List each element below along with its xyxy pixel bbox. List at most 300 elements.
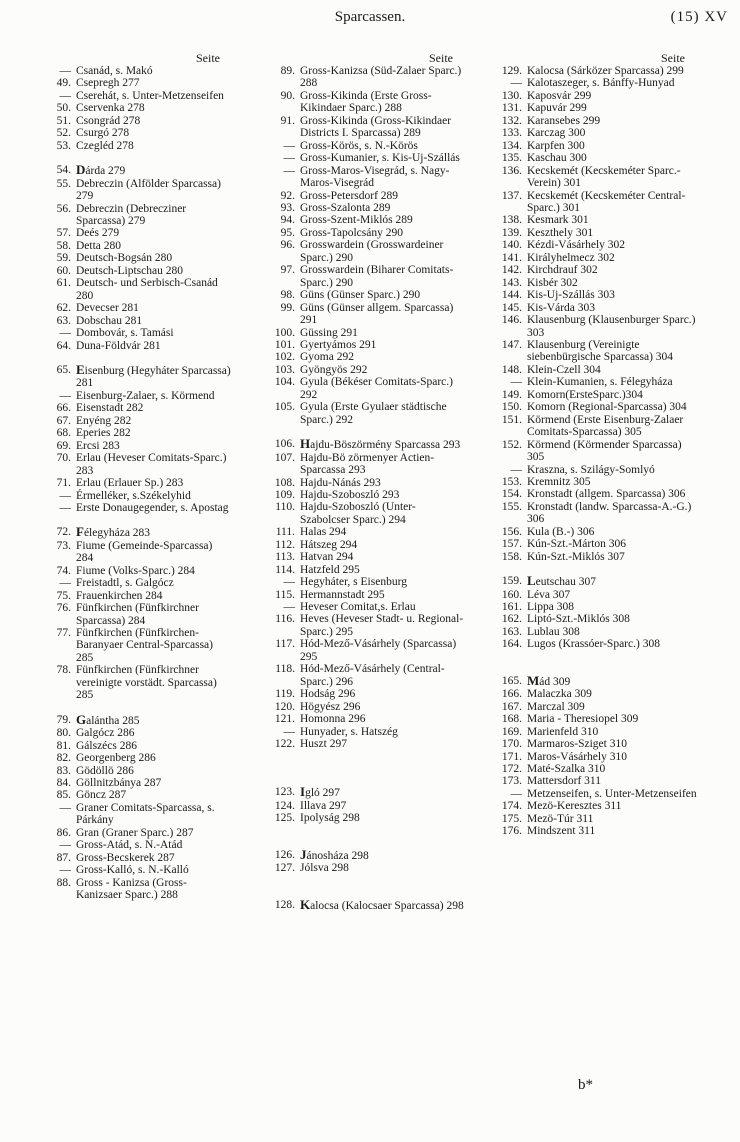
entry-number: 94. [280,214,295,227]
entry-number: — [510,376,522,389]
index-entry [270,638,465,663]
entry-text: Gross-Kanizsa (Süd-Zalaer Sparc.) 288 [300,65,462,90]
index-column-2 [270,51,465,912]
entry-number: — [510,463,522,476]
index-entry [50,740,232,752]
entry-number: 112. [275,538,295,551]
entry-number: — [283,725,295,738]
entry-number: 150. [501,401,522,414]
index-entry [270,140,465,152]
entry-number: 121. [274,713,295,726]
entry-text: Kún-Szt.-Márton 306 [527,538,627,551]
entry-text: Kronstadt (landw. Sparcassa-A.-G.) 306 [527,500,692,526]
entry-text: Hajdu-Szoboszló (Unter-Szabolcser Sparc.) 294 [300,501,416,526]
section-initial: D [76,162,86,178]
entry-text: Gross-Szalonta 289 [300,201,391,214]
entry-text: Gyoma 292 [300,351,354,364]
entry-text: Gross-Kalló, s. N.-Kalló [76,864,189,877]
entry-number: 93. [280,201,295,214]
entry-number: — [59,501,71,514]
entry-number: — [59,801,71,814]
entry-text: Karansebes 299 [527,114,601,127]
entry-text: Cserehát, s. Unter-Metzenseifen [76,89,224,102]
index-entry [50,115,232,127]
entry-number: 134. [501,139,522,152]
entry-text: Grosswardein (Grosswardeiner Sparc.) 290 [300,239,444,264]
index-entry [497,239,697,251]
entry-text: Igló 297 [300,784,340,800]
index-entry [270,613,465,638]
entry-number: 139. [501,226,522,239]
entry-number: 49. [56,77,71,90]
entry-text: Hajdu-Nánás 293 [300,476,381,489]
entry-number: 60. [56,264,71,277]
entry-text: Hajdu-Szoboszló 293 [300,488,400,501]
entry-text: Marczal 309 [527,700,585,713]
entry-number: 171. [501,750,522,763]
entry-number: 137. [501,189,522,202]
entry-text: Klausenburg (Klausenburger Sparc.) 303 [527,314,696,339]
entry-text: Göncz 287 [76,789,127,802]
entry-number: 135. [501,152,522,165]
index-entry [497,464,697,476]
entry-text: Mindszent 311 [527,825,596,838]
index-entry [497,726,697,738]
index-entry [270,713,465,725]
index-entry [50,827,232,839]
entry-number: 90. [280,89,295,102]
index-entry [270,601,465,613]
index-entry [50,240,232,252]
entry-number: 130. [501,89,522,102]
index-entry [50,127,232,139]
index-entry [270,846,465,862]
index-entry [50,227,232,239]
entry-text: Klausenburg (Vereinigte siebenbürgische Sparcassa) 304 [527,338,674,364]
entry-text: Keszthely 301 [527,226,594,239]
entry-number: 73. [56,539,71,552]
entry-number: 78. [56,664,71,677]
entry-number: — [283,139,295,152]
seite-label: Seite [429,51,453,65]
index-entry [270,115,465,140]
index-entry [270,165,465,190]
entry-text: Dobschau 281 [76,314,143,327]
section-gap [270,750,465,762]
index-entry [270,576,465,588]
section-gap [270,825,465,837]
index-entry [50,490,232,502]
index-entry [497,140,697,152]
entry-text: Kaposvár 299 [527,89,592,102]
entry-number: 146. [501,314,522,327]
entry-text: Gyula (Erste Gyulaer städtische Sparc.) 292 [300,401,447,426]
entry-number: 144. [501,289,522,302]
entry-number: 65. [56,363,71,376]
index-entry [497,227,697,239]
entry-text: Detta 280 [76,239,122,252]
entry-text: Jólsva 298 [300,862,349,875]
index-entry [497,738,697,750]
entry-text: Georgenberg 286 [76,752,156,765]
index-entry [50,140,232,152]
index-entry [497,613,697,625]
entry-text: Kula (B.-) 306 [527,525,595,538]
entry-text: Kalotaszeger, s. Bánffy-Hunyad [527,77,675,90]
entry-text: Gross-Kikinda (Erste Gross-Kikindaer Sparc.) 288 [300,89,432,115]
index-entry [497,214,697,226]
index-entry [497,538,697,550]
index-entry [270,339,465,351]
index-entry [50,540,232,565]
entry-text: Leutschau 307 [527,573,597,589]
entry-number: — [59,839,71,852]
index-entry [497,800,697,812]
entry-number: 56. [56,202,71,215]
index-entry [270,663,465,688]
entry-number: 61. [56,277,71,290]
entry-text: Frauenkirchen 284 [76,589,163,602]
entry-number: 169. [501,725,522,738]
entry-text: Cservenka 278 [76,102,145,115]
page-header-title: Sparcassen. [334,9,406,25]
entry-text: Kisbér 302 [527,276,578,289]
entry-text: Kalocsa (Sárközer Sparcassa) 299 [527,65,684,77]
entry-number: 159. [501,575,522,588]
index-entry [270,738,465,750]
section-gap [497,651,697,663]
entry-number: — [510,77,522,90]
entry-text: Kremnitz 305 [527,475,591,488]
index-entry [270,726,465,738]
entry-number: 87. [56,851,71,864]
index-entry [497,672,697,688]
index-entry [497,488,697,500]
entry-number: 83. [56,764,71,777]
entry-number: 104. [274,376,295,389]
entry-text: Hód-Mező-Vásárhely (Central-Sparc.) 296 [300,663,445,688]
index-entry [50,765,232,777]
index-entry [50,302,232,314]
entry-text: Ercsi 283 [76,439,120,452]
index-entry [50,777,232,789]
entry-text: Hatzfeld 295 [300,563,360,576]
index-entry [270,489,465,501]
entry-text: Gyula (Békéser Comitats-Sparc.) 292 [300,376,453,401]
index-entry [270,327,465,339]
entry-number: — [283,601,295,614]
section-initial: J [300,846,307,862]
entry-number: — [283,576,295,589]
index-entry [50,877,232,902]
entry-number: 100. [274,326,295,339]
index-entry [497,414,697,439]
entry-number: 63. [56,314,71,327]
entry-text: Galántha 285 [76,711,140,727]
entry-number: 161. [501,601,522,614]
section-initial: H [300,436,311,452]
section-initial: I [300,784,306,800]
entry-number: 168. [501,713,522,726]
entry-number: 97. [280,264,295,277]
index-entry [50,802,232,827]
entry-number: 142. [501,264,522,277]
entry-text: Komorn(ErsteSparc.)304 [527,388,643,401]
entry-number: — [510,787,522,800]
index-column-1 [50,51,232,902]
entry-text: Gross - Kanizsa (Gross-Kanizsaer Sparc.) 288 [76,876,187,902]
index-entry [497,77,697,89]
entry-number: 136. [501,164,522,177]
entry-text: Erlau (Heveser Comitats-Sparc.) 283 [76,452,227,477]
index-entry [497,302,697,314]
entry-number: 99. [280,301,295,314]
entry-text: Hajdu-Böszörmény Sparcassa 293 [300,436,461,452]
index-entry [497,589,697,601]
entry-number: 140. [501,239,522,252]
entry-text: Metzenseifen, s. Unter-Metzenseifen [527,787,697,800]
entry-number: 122. [274,738,295,751]
index-entry [497,190,697,215]
entry-text: Fiume (Gemeinde-Sparcassa) 284 [76,539,213,565]
index-entry [497,526,697,538]
entry-text: Fünfkirchen (Fünfkirchen-Baranyaer Central-Sparcassa) 285 [76,627,213,664]
entry-text: Lippa 308 [527,601,574,614]
entry-text: Félegyháza 283 [76,524,151,540]
entry-number: 152. [501,438,522,451]
entry-number: 158. [501,550,522,563]
entry-number: 133. [501,127,522,140]
section-initial: F [76,524,84,540]
index-entry [270,438,465,451]
entry-number: 82. [56,752,71,765]
entry-text: Graner Comitats-Sparcassa, s. Párkány [76,801,215,827]
entry-number: — [283,164,295,177]
index-entry [270,452,465,477]
index-entry [497,102,697,114]
entry-text: Gross-Becskerek 287 [76,851,175,864]
entry-text: Lugos (Krassóer-Sparc.) 308 [527,638,660,651]
entry-number: 174. [501,800,522,813]
entry-number: 54. [56,164,71,177]
entry-text: Klein-Czell 304 [527,363,601,376]
entry-number: 98. [280,289,295,302]
entry-number: 111. [275,526,295,539]
entry-number: 131. [501,102,522,115]
index-entry [50,327,232,339]
entry-number: 59. [56,252,71,265]
index-entry [50,252,232,264]
entry-text: Eisenburg (Hegyháter Sparcassa) 281 [76,361,231,390]
index-entry [497,813,697,825]
index-entry [50,277,232,302]
entry-text: Gross-Szent-Miklós 289 [300,214,413,227]
index-entry [497,376,697,388]
section-initial: M [527,672,540,688]
entry-number: 71. [56,477,71,490]
entry-number: 75. [56,589,71,602]
entry-text: Dombovár, s. Tamási [76,327,174,340]
index-entry [270,401,465,426]
entry-text: Királyhelmecz 302 [527,251,615,264]
index-entry [270,239,465,264]
entry-text: Debreczin (Alfölder Sparcassa) 279 [76,177,221,203]
index-entry [50,711,232,727]
index-entry [497,264,697,276]
entry-text: Fünfkirchen (Fünfkirchner Sparcassa) 284 [76,602,199,627]
entry-text: Hátszeg 294 [300,538,358,551]
index-entry [50,65,232,77]
entry-text: Göllnitzbánya 287 [76,777,162,790]
index-entry [50,427,232,439]
entry-number: 113. [275,551,295,564]
index-entry [50,315,232,327]
entry-text: Komorn (Regional-Sparcassa) 304 [527,401,687,414]
index-entry [50,526,232,539]
entry-number: 115. [275,588,295,601]
index-entry [270,227,465,239]
entry-text: Marmaros-Sziget 310 [527,738,627,751]
entry-number: 102. [274,351,295,364]
entry-text: Czegléd 278 [76,139,134,152]
index-entry [497,601,697,613]
entry-number: — [283,152,295,165]
entry-text: Körmend (Erste Eisenburg-Zalaer Comitats-Sparcassa) 305 [527,413,684,439]
entry-text: Freistadtl, s. Galgócz [76,577,174,590]
entry-text: Gran (Graner Sparc.) 287 [76,826,194,839]
section-gap [270,762,465,774]
entry-text: Csurgó 278 [76,127,130,140]
index-entry [50,602,232,627]
index-entry [270,896,465,912]
index-entry [497,638,697,650]
entry-text: Mezö-Túr 311 [527,812,594,825]
entry-number: 153. [501,475,522,488]
index-entry [50,452,232,477]
entry-number: 51. [56,114,71,127]
entry-text: Léva 307 [527,588,571,601]
entry-text: Karpfen 300 [527,139,585,152]
index-entry [50,839,232,851]
entry-number: 81. [56,739,71,752]
index-entry [270,862,465,874]
entry-number: 79. [56,713,71,726]
index-entry [270,289,465,301]
index-entry [270,526,465,538]
entry-number: 95. [280,226,295,239]
index-entry [497,289,697,301]
index-entry [50,627,232,664]
entry-text: Hunyader, s. Hatszég [300,725,398,738]
index-entry [50,664,232,701]
index-entry [50,361,232,390]
entry-number: 157. [501,538,522,551]
entry-text: Güns (Günser Sparc.) 290 [300,289,421,302]
entry-text: Güns (Günser allgem. Sparcassa) 291 [300,301,454,327]
entry-number: 143. [501,276,522,289]
entry-number: 66. [56,402,71,415]
entry-text: Csanád, s. Makó [76,65,153,77]
index-entry [497,127,697,139]
entry-number: — [59,864,71,877]
entry-text: Kis-Uj-Szállás 303 [527,289,615,302]
section-initial: G [76,711,87,727]
index-entry [50,565,232,577]
entry-text: Kaschau 300 [527,152,587,165]
entry-number: 167. [501,700,522,713]
entry-number: 116. [275,613,295,626]
index-entry [270,551,465,563]
index-entry [497,401,697,413]
index-entry [50,752,232,764]
index-entry [50,203,232,228]
entry-text: Deutsch- und Serbisch-Csanád 280 [76,277,218,302]
entry-number: 156. [501,525,522,538]
entry-text: Huszt 297 [300,738,347,751]
entry-number: 126. [274,848,295,861]
index-entry [497,751,697,763]
entry-text: Gyertyámos 291 [300,338,377,351]
entry-text: Hodság 296 [300,688,356,701]
entry-number: 114. [275,563,295,576]
entry-text: Maros-Vásárhely 310 [527,750,627,763]
entry-number: 132. [501,114,522,127]
signature-mark: b* [578,1077,593,1093]
index-entry [50,852,232,864]
index-entry [497,825,697,837]
entry-text: Kalocsa (Kalocsaer Sparcassa) 298 [300,896,464,912]
index-entry [497,165,697,190]
entry-text: Kecskemét (Kecskeméter Central-Sparc.) 301 [527,189,686,214]
entry-text: Ipolyság 298 [300,812,360,825]
entry-text: Devecser 281 [76,302,139,315]
entry-text: Kézdi-Vásárhely 302 [527,239,626,252]
entry-text: Maté-Szalka 310 [527,763,606,776]
index-entry [270,190,465,202]
index-entry [50,90,232,102]
index-entry [497,688,697,700]
entry-text: Deutsch-Liptschau 280 [76,264,183,277]
entry-text: Csepregh 277 [76,77,140,90]
index-entry [270,477,465,489]
index-entry [497,277,697,289]
entry-number: 85. [56,789,71,802]
entry-text: Kún-Szt.-Miklós 307 [527,550,625,563]
entry-number: 107. [274,451,295,464]
entry-number: 162. [501,613,522,626]
seite-label: Seite [196,51,220,65]
entry-text: Grosswardein (Biharer Comitats-Sparc.) 290 [300,264,454,289]
entry-number: 52. [56,127,71,140]
entry-text: Kronstadt (allgem. Sparcassa) 306 [527,488,686,501]
entry-number: 105. [274,401,295,414]
entry-text: Heveser Comitat,s. Erlau [300,601,416,614]
index-entry [50,402,232,414]
entry-text: Fiume (Volks-Sparc.) 284 [76,564,195,577]
index-entry [270,264,465,289]
entry-number: 172. [501,763,522,776]
entry-number: 176. [501,825,522,838]
entry-number: — [59,89,71,102]
entry-number: — [59,65,71,77]
index-entry [497,152,697,164]
section-initial: K [300,896,311,912]
entry-number: 53. [56,139,71,152]
index-entry [270,364,465,376]
index-entry [497,364,697,376]
entry-text: Eperies 282 [76,427,131,440]
entry-text: Eisenburg-Zalaer, s. Körmend [76,389,215,402]
